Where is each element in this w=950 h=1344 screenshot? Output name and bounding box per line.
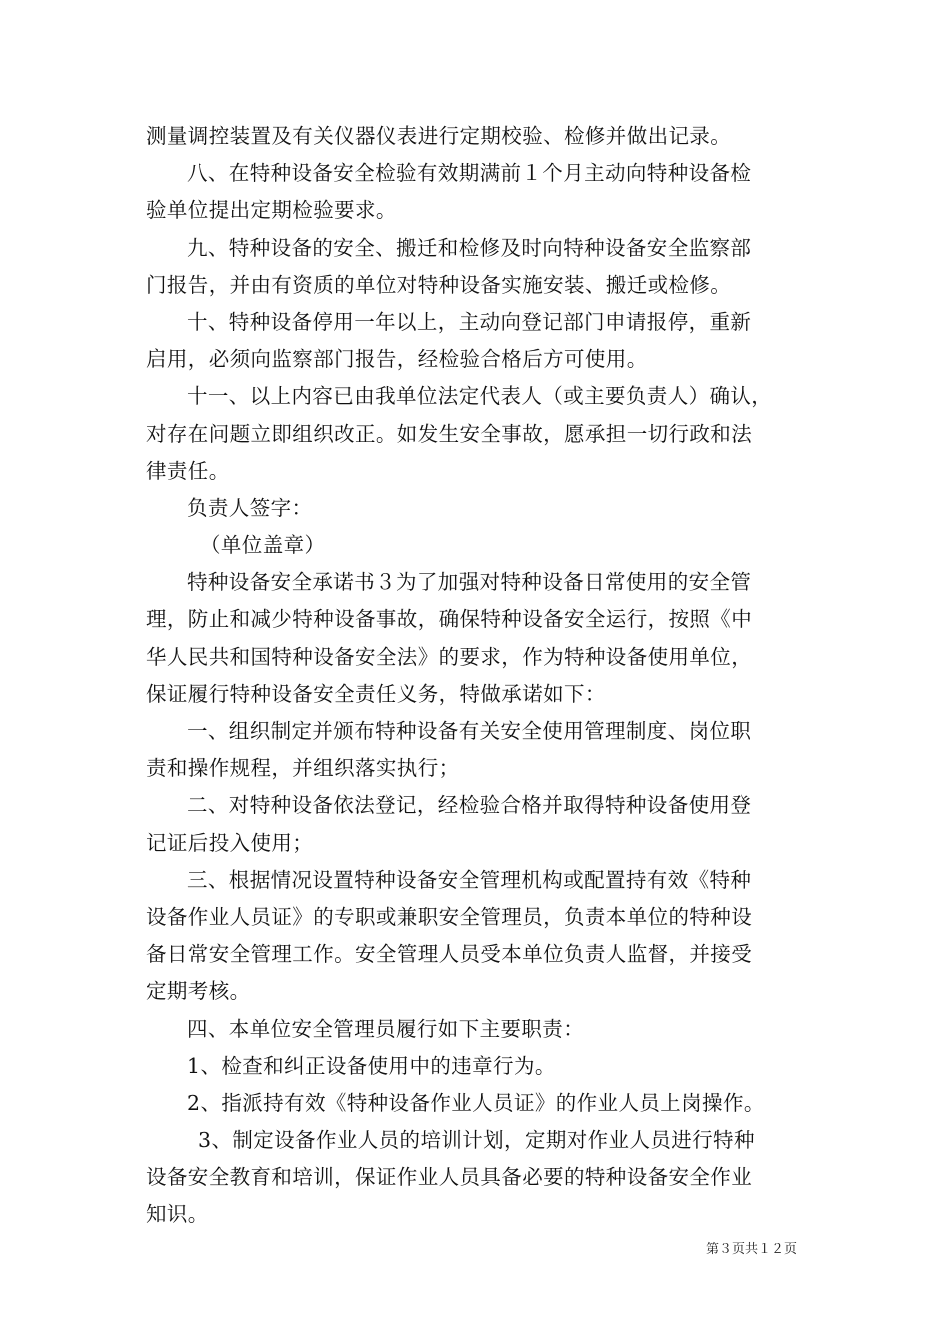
duty-item-three: 3、制定设备作业人员的培训计划，定期对作业人员进行特种 — [198, 1128, 755, 1153]
body-line: 保证履行特种设备安全责任义务，特做承诺如下： — [146, 681, 606, 706]
body-line: 对存在问题立即组织改正。如发生安全事故，愿承担一切行政和法 — [146, 421, 753, 446]
signature-label: 负责人签字： — [187, 495, 313, 520]
body-line: 测量调控装置及有关仪器仪表进行定期校验、检修并做出记录。 — [146, 124, 732, 148]
commitment-title-paragraph: 特种设备安全承诺书３为了加强对特种设备日常使用的安全管 — [187, 570, 752, 595]
commitment-one: 一、组织制定并颁布特种设备有关安全使用管理制度、岗位职 — [187, 719, 752, 743]
body-line: 律责任。 — [146, 458, 230, 483]
clause-ten: 十、特种设备停用一年以上，主动向登记部门申请报停，重新 — [187, 309, 752, 334]
clause-nine: 九、特种设备的安全、搬迁和检修及时向特种设备安全监察部 — [187, 235, 752, 260]
clause-eleven: 十一、以上内容已由我单位法定代表人（或主要负责人）确认， — [187, 384, 773, 409]
duty-item-two: 2、指派持有效《特种设备作业人员证》的作业人员上岗操作。 — [187, 1090, 765, 1115]
commitment-three: 三、根据情况设置特种设备安全管理机构或配置持有效《特种 — [187, 867, 752, 892]
body-line: 记证后投入使用； — [146, 830, 314, 855]
body-line: 责和操作规程，并组织落实执行； — [146, 756, 460, 781]
body-line: 设备作业人员证》的专职或兼职安全管理员，负责本单位的特种设 — [146, 904, 753, 929]
commitment-four: 四、本单位安全管理员履行如下主要职责： — [187, 1016, 585, 1041]
body-line: 启用，必须向监察部门报告，经检验合格后方可使用。 — [146, 347, 648, 372]
document-body — [146, 118, 814, 1234]
body-line: 理，防止和减少特种设备事故，确保特种设备安全运行，按照《中 — [146, 607, 753, 632]
unit-seal-label: （单位盖章） — [200, 533, 326, 558]
clause-eight: 八、在特种设备安全检验有效期满前１个月主动向特种设备检 — [187, 161, 752, 186]
body-line: 华人民共和国特种设备安全法》的要求，作为特种设备使用单位， — [146, 644, 753, 669]
body-line: 知识。 — [146, 1202, 209, 1227]
duty-item-one: 1、检查和纠正设备使用中的违章行为。 — [187, 1053, 556, 1078]
page-number: 第３页共１２页 — [706, 1242, 798, 1257]
body-line: 定期考核。 — [146, 979, 251, 1004]
body-line: 备日常安全管理工作。安全管理人员受本单位负责人监督，并接受 — [146, 942, 753, 967]
body-line: 门报告，并由有资质的单位对特种设备实施安装、搬迁或检修。 — [146, 272, 732, 297]
body-line: 设备安全教育和培训，保证作业人员具备必要的特种设备安全作业 — [146, 1165, 753, 1190]
commitment-two: 二、对特种设备依法登记，经检验合格并取得特种设备使用登 — [187, 793, 752, 818]
body-line: 验单位提出定期检验要求。 — [146, 198, 397, 223]
